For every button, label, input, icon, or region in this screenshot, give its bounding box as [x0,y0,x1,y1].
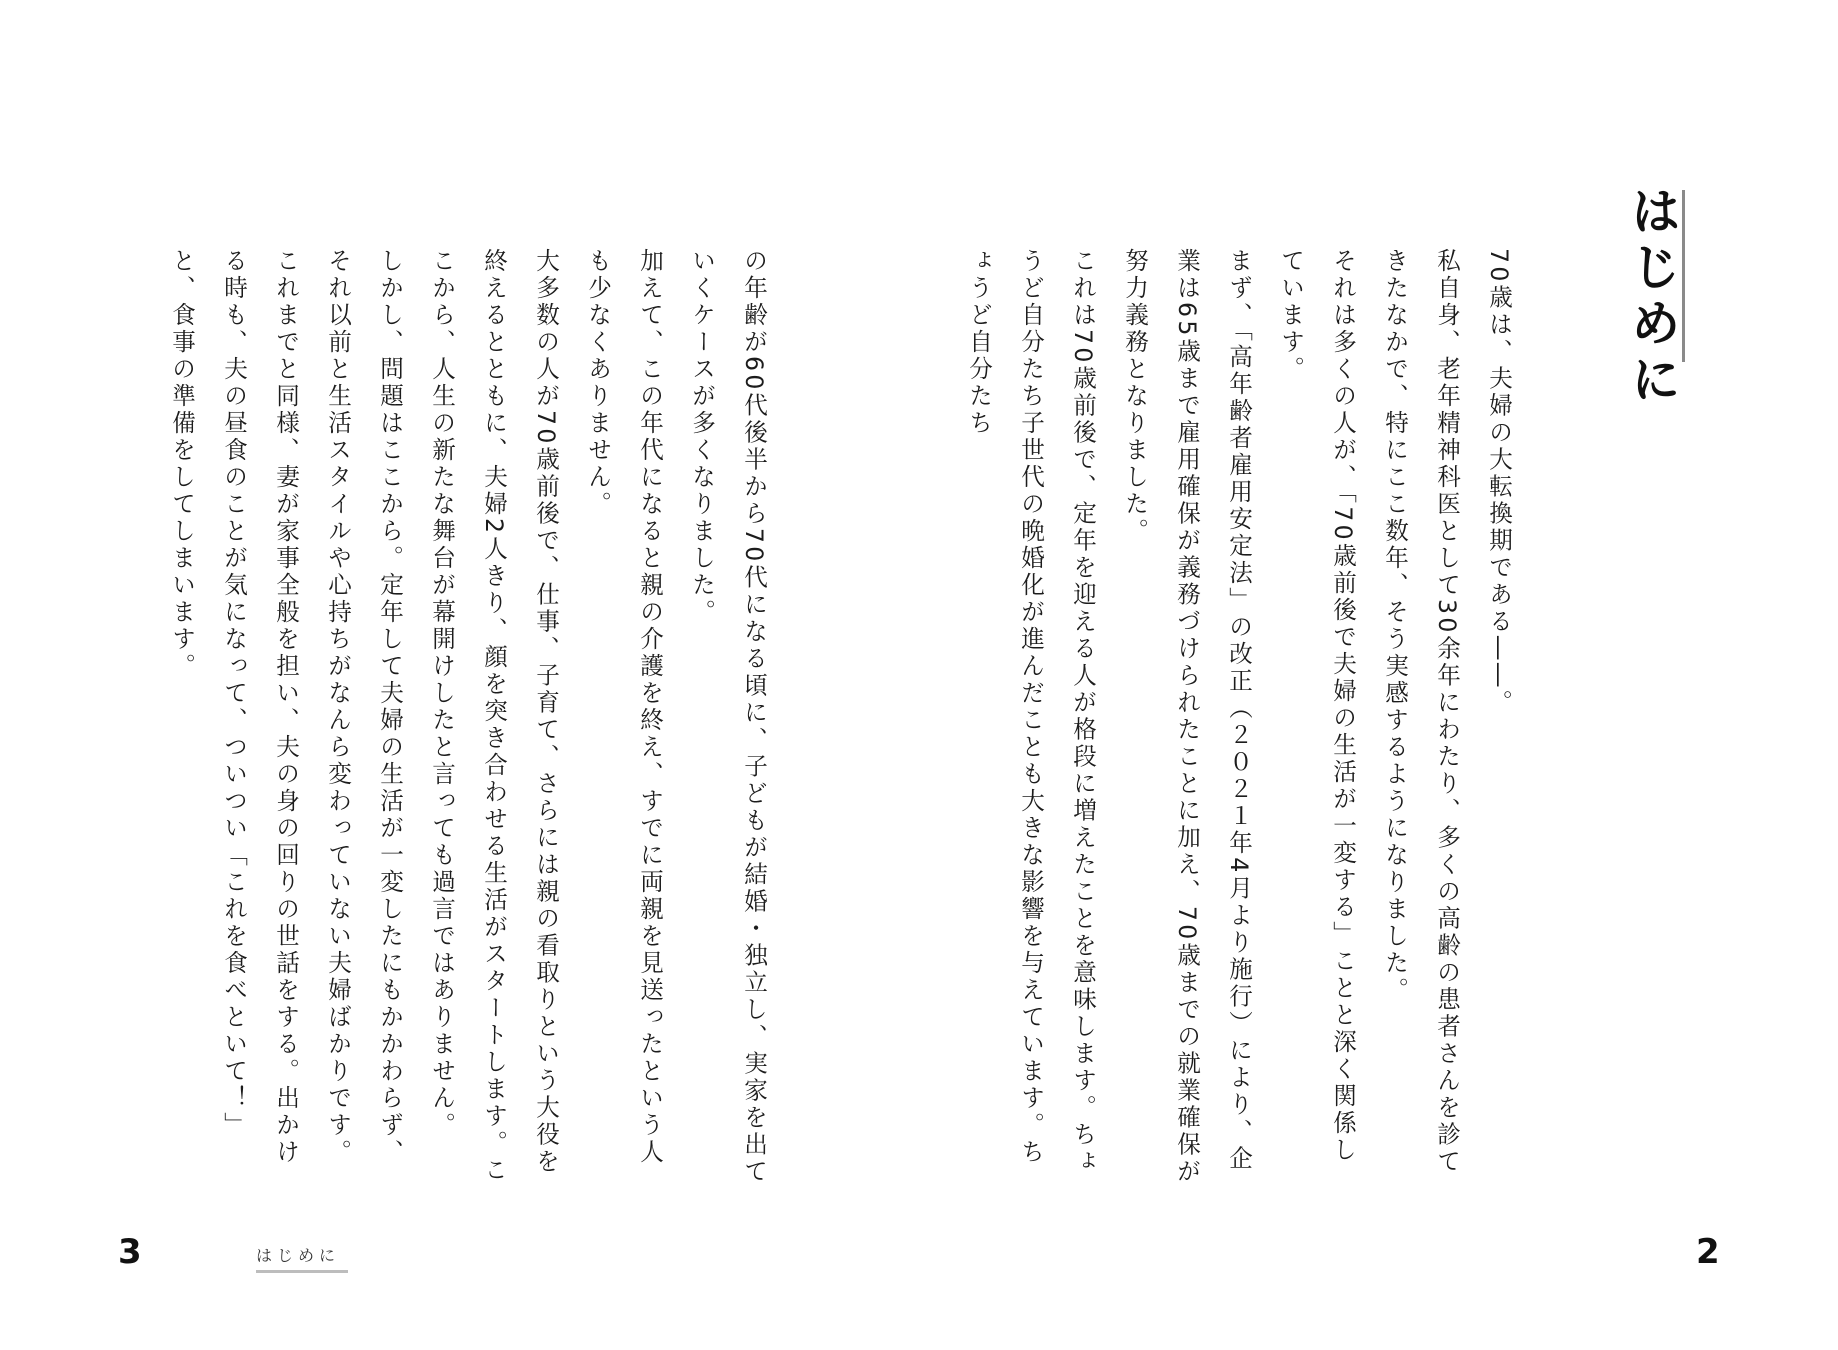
paragraph: これまでと同様、妻が家事全般を担い、夫の身の回りの世話をする。出かける時も、夫の昼食のことが気になって、ついつい「これを食べといて！」と、食事の準備をしてしまいます。 [168,248,300,1166]
title-rule [1682,190,1685,362]
paragraph: 加えて、この年代になると親の介護を終え、すでに両親を見送ったという人も少なくありません。 [584,248,664,1166]
paragraph: 私自身、老年精神科医として30余年にわたり、多くの高齢の患者さんを診てきたなかで、特にここ数年、そう実感するようになりました。 [1381,248,1461,1176]
paragraph: まず、「高年齢者雇用安定法」の改正（２０２１年4月より施行）により、企業は65歳まで雇用確保が義務づけられたことに加え、70歳までの就業確保が努力義務となりました。 [1121,248,1253,1186]
paragraph: それは多くの人が、「70歳前後で夫婦の生活が一変する」ことと深く関係しています。 [1277,248,1357,1165]
paragraph: 大多数の人が70歳前後で、仕事、子育て、さらには親の看取りという大役を終えるとともに、夫婦2人きり、顔を突き合わせる生活がスタートします。ここから、人生の新たな舞台が幕開けしたと言っても過言ではありません。 [428,248,560,1185]
running-header: はじめに [256,1243,348,1273]
page-number-left: 3 [118,1232,142,1272]
chapter-title: はじめに [1623,185,1681,409]
page-number-right: 2 [1696,1232,1720,1272]
paragraph: これは70歳前後で、定年を迎える人が格段に増えたことを意味します。ちょうど自分たち子世代の晩婚化が進んだことも大きな影響を与えています。ちょうど自分たち [965,248,1097,1176]
paragraph: しかし、問題はここから。定年して夫婦の生活が一変したにもかかわらず、それ以前と生活スタイルや心持ちがなんら変わっていない夫婦ばかりです。 [324,248,404,1166]
right-page-body [965,248,1525,1188]
paragraph: 70歳は、夫婦の大転換期である――。 [1485,248,1513,717]
left-page-body [110,248,780,1188]
paragraph: の年齢が60代後半から70代になる頃に、子どもが結婚・独立し、実家を出ていくケースが多くなりました。 [688,248,768,1186]
